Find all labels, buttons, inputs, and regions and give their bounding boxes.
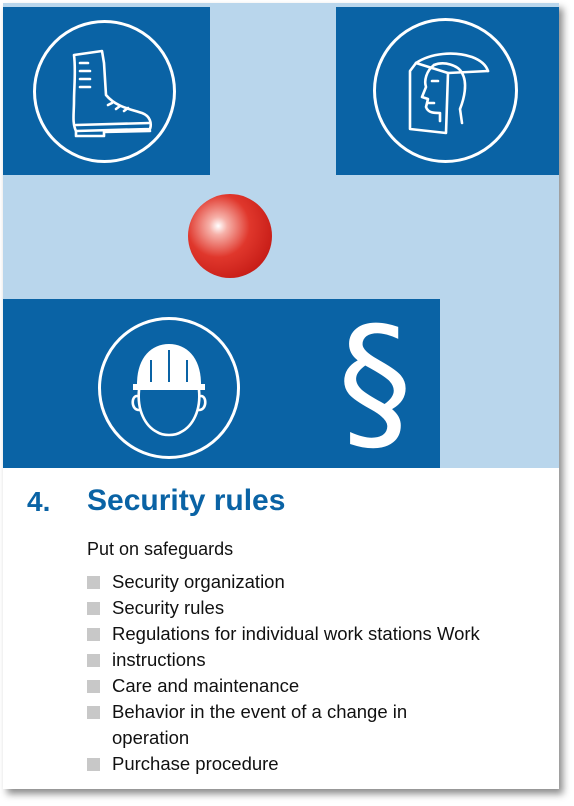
square-bullet-icon — [87, 680, 100, 693]
square-bullet-icon — [87, 654, 100, 667]
red-ball — [188, 194, 272, 278]
section-subtitle: Put on safeguards — [87, 539, 234, 559]
section-title: Security rules — [87, 484, 286, 517]
section-number: 4. — [27, 486, 51, 517]
list-item-label: Regulations for individual work stations Work — [112, 623, 480, 644]
boots-block — [3, 7, 210, 175]
list-item-label: Care and maintenance — [112, 675, 300, 696]
list-item — [85, 647, 555, 673]
hero-graphic — [3, 3, 559, 468]
paragraph-icon: § — [337, 296, 413, 470]
list-item — [85, 751, 555, 777]
list-item-label: Purchase procedure — [112, 753, 279, 774]
square-bullet-icon — [87, 628, 100, 641]
list-item-label: Security rules — [112, 597, 225, 618]
document-page — [3, 3, 559, 789]
list-item — [85, 621, 555, 647]
square-bullet-icon — [87, 602, 100, 615]
square-bullet-icon — [87, 576, 100, 589]
list-item — [85, 699, 555, 751]
face-shield-icon — [373, 18, 518, 163]
face-shield-block — [336, 7, 559, 175]
list-item-label: Security organization — [112, 571, 285, 592]
list-item — [85, 569, 555, 595]
hard-hat-icon — [98, 317, 240, 459]
list-item — [85, 673, 555, 699]
list-item-label: Behavior in the event of a change in operation — [112, 701, 408, 748]
square-bullet-icon — [87, 706, 100, 719]
hard-hat-block — [3, 296, 440, 470]
list-item-label: instructions — [112, 649, 206, 670]
square-bullet-icon — [87, 758, 100, 771]
rules-list — [85, 569, 555, 777]
list-item — [85, 595, 555, 621]
boot-icon — [33, 20, 176, 163]
